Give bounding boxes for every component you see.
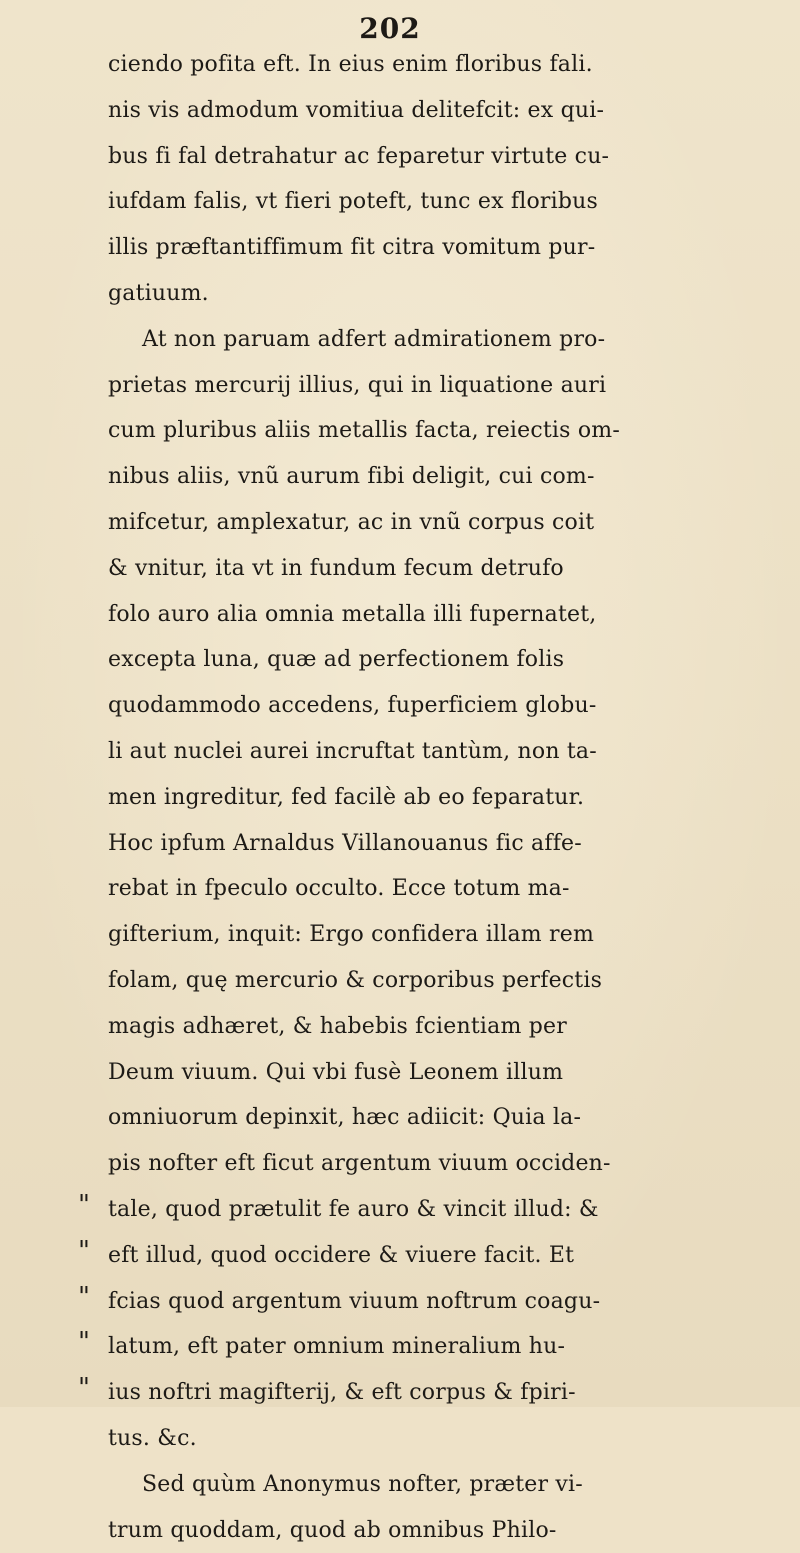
text-line	[108, 1324, 800, 1370]
text-line	[108, 1187, 800, 1233]
line-text: quodammodo accedens, fuperficiem globu-	[108, 693, 597, 718]
text-line	[108, 729, 800, 775]
text-line	[108, 1141, 800, 1187]
line-text: omniuorum depinxit, hæc adiicit: Quia la-	[108, 1105, 581, 1130]
line-text: folo auro alia omnia metalla illi fupernatet,	[108, 602, 597, 627]
line-text: latum, eft pater omnium mineralium hu-	[108, 1334, 565, 1359]
text-line	[108, 271, 800, 317]
line-text: fcias quod argentum viuum noftrum coagu-	[108, 1289, 600, 1314]
quotation-mark: "	[78, 1229, 90, 1275]
line-text: prietas mercurij illius, qui in liquatione auri	[108, 373, 606, 398]
page-number: 202	[0, 12, 790, 45]
text-line	[108, 1462, 800, 1508]
line-text: gifterium, inquit: Ergo confidera illam rem	[108, 922, 594, 947]
text-line	[108, 1004, 800, 1050]
line-text: gatiuum.	[108, 281, 209, 306]
quotation-mark: "	[78, 1275, 90, 1321]
line-text: mifcetur, amplexatur, ac in vnũ corpus coit	[108, 510, 594, 535]
line-text: nis vis admodum vomitiua delitefcit: ex qui-	[108, 98, 604, 123]
line-text: tale, quod prætulit fe auro & vincit illud: &	[108, 1197, 599, 1222]
text-line	[108, 958, 800, 1004]
text-line	[108, 866, 800, 912]
text-line	[108, 821, 800, 867]
text-line	[108, 1233, 800, 1279]
line-text: tus. &c.	[108, 1426, 197, 1451]
text-line	[108, 775, 800, 821]
line-text: ciendo pofita eft. In eius enim floribus fali.	[108, 52, 593, 77]
text-line	[108, 225, 800, 271]
line-text: Hoc ipfum Arnaldus Villanouanus fic affe-	[108, 831, 582, 856]
text-line	[108, 1370, 800, 1416]
line-text: Sed quùm Anonymus nofter, præter vi-	[142, 1472, 583, 1497]
text-line	[108, 88, 800, 134]
line-text: At non paruam adfert admirationem pro-	[142, 327, 605, 352]
line-text: li aut nuclei aurei incruftat tantùm, non ta-	[108, 739, 597, 764]
line-text: bus fi fal detrahatur ac feparetur virtute cu-	[108, 144, 609, 169]
line-text: nibus aliis, vnũ aurum fibi deligit, cui com-	[108, 464, 595, 489]
line-text: excepta luna, quæ ad perfectionem folis	[108, 647, 564, 672]
text-line	[108, 179, 800, 225]
line-text: eft illud, quod occidere & viuere facit. Et	[108, 1243, 574, 1268]
text-line	[108, 637, 800, 683]
text-line	[108, 42, 800, 88]
text-line	[108, 134, 800, 180]
line-text: & vnitur, ita vt in fundum fecum detrufo	[108, 556, 564, 581]
text-line	[108, 408, 800, 454]
line-text: rebat in fpeculo occulto. Ecce totum ma-	[108, 876, 570, 901]
text-line	[108, 1050, 800, 1096]
text-line	[108, 912, 800, 958]
text-line	[108, 1095, 800, 1141]
text-line	[108, 500, 800, 546]
line-text: illis præftantiffimum fit citra vomitum pur-	[108, 235, 595, 260]
line-text: pis nofter eft ficut argentum viuum occiden-	[108, 1151, 611, 1176]
body-text	[108, 42, 800, 1553]
line-text: folam, quę mercurio & corporibus perfectis	[108, 968, 602, 993]
quotation-mark: "	[78, 1183, 90, 1229]
line-text: men ingreditur, fed facilè ab eo feparatur.	[108, 785, 584, 810]
text-line	[108, 546, 800, 592]
line-text: Deum viuum. Qui vbi fusè Leonem illum	[108, 1060, 563, 1085]
text-line	[108, 363, 800, 409]
text-line	[108, 1279, 800, 1325]
text-line	[108, 1416, 800, 1462]
line-text: magis adhæret, & habebis fcientiam per	[108, 1014, 567, 1039]
quotation-mark: "	[78, 1320, 90, 1366]
text-line	[108, 317, 800, 363]
line-text: trum quoddam, quod ab omnibus Philo-	[108, 1518, 557, 1543]
text-line	[108, 454, 800, 500]
text-line	[108, 683, 800, 729]
quotation-mark: "	[78, 1366, 90, 1412]
text-line	[108, 1508, 800, 1553]
line-text: iufdam falis, vt fieri poteft, tunc ex floribus	[108, 189, 598, 214]
text-line	[108, 592, 800, 638]
line-text: ius noftri magifterij, & eft corpus & fpiri-	[108, 1380, 576, 1405]
line-text: cum pluribus aliis metallis facta, reiectis om-	[108, 418, 620, 443]
